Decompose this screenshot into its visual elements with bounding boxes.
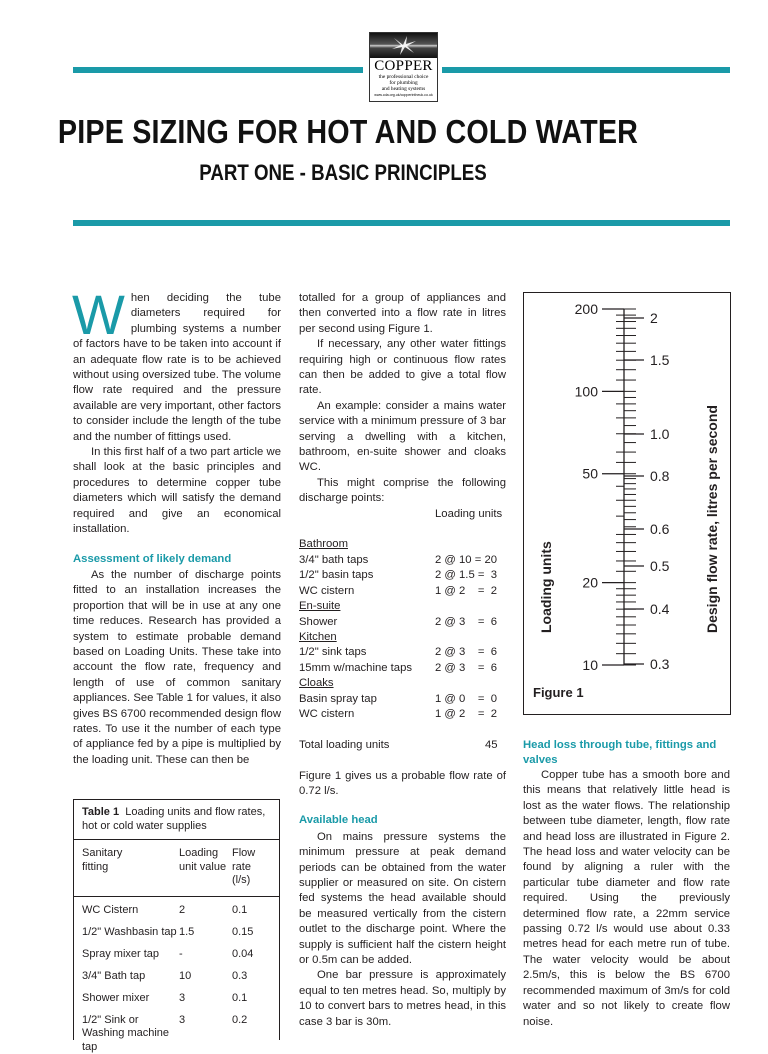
column-1 [73,291,281,768]
right-axis-label: Design flow rate, litres per second [704,405,720,633]
logo-band [370,33,437,58]
discharge-row: WC cistern 1 @ 2 = 2 [299,584,506,599]
discharge-row: Shower 2 @ 3 = 6 [299,615,506,630]
discharge-row: 1/2" basin taps 2 @ 1.5 = 3 [299,568,506,583]
nomogram-right-label: 1.0 [650,426,670,442]
logo-tagline-1: the professional choice [370,74,437,80]
discharge-row: Cloaks [299,676,506,691]
discharge-row: Bathroom [299,537,506,552]
discharge-row: WC cistern 1 @ 2 = 2 [299,707,506,722]
table-row: WC Cistern 2 0.1 [74,904,279,918]
table-caption: Table 1 Loading units and flow rates, hot or cold water supplies [74,800,279,840]
nomogram-left-label: 20 [582,575,598,591]
paragraph: On mains pressure systems the minimum pressure at peak demand periods can be obtained from the water supplier or measured on site. On cistern fed systems the head available should be measured vertically from the cistern outlet to the discharge point. Where the supply is sufficient half the cistern height or 0.5m can be added. [299,830,506,969]
logo-word: COPPER [370,59,437,74]
paragraph: One bar pressure is approximately equal to ten metres head. So, multiply by 10 to convert bars to metres head, in this case 3 bar is 30m. [299,968,506,1030]
paragraph: An example: consider a mains water service with a minimum pressure of 3 bar serving a dwelling with a kitchen, bathroom, en-suite shower and cloaks WC. [299,399,506,476]
page-subtitle: PART ONE - BASIC PRINCIPLES [0,160,686,186]
paragraph: In this first half of a two part article we shall look at the basic principles and procedures to determine copper tube diameters which will satisfy the demand required and give an economical installation. [73,445,281,537]
logo-spark-icon [370,33,437,58]
discharge-row: 3/4" bath taps 2 @ 10 = 20 [299,553,506,568]
nomogram-left-label: 100 [575,383,599,399]
paragraph: If necessary, any other water fittings requiring high or continuous flow rates can then be added to give a total flow rate. [299,337,506,399]
figure-1 [523,292,731,715]
logo-tagline-2: for plumbing [370,80,437,86]
discharge-row: Kitchen [299,630,506,645]
nomogram-right-label: 1.5 [650,352,670,368]
nomogram-left-label: 10 [582,657,598,673]
left-axis-label: Loading units [538,541,554,633]
table-row: Spray mixer tap - 0.04 [74,948,279,962]
discharge-points-list [299,507,506,753]
nomogram-right-label: 0.5 [650,558,670,574]
paragraph: totalled for a group of appliances and then converted into a flow rate in litres per second using Figure 1. [299,291,506,337]
nomogram-left-label: 200 [575,301,599,317]
table-1 [73,799,280,1040]
nomogram-right-label: 0.6 [650,521,670,537]
header-rule-right [442,67,730,73]
logo-tagline-3: and heating systems [370,86,437,92]
paragraph: Figure 1 gives us a probable flow rate of 0.72 l/s. [299,769,506,800]
header-rule-left [73,67,363,73]
table-row: 1/2" Sink or Washing machine tap 3 0.2 [74,1014,279,1054]
discharge-row: 1/2" sink taps 2 @ 3 = 6 [299,645,506,660]
section-heading-head: Available head [299,813,506,828]
paragraph: As the number of discharge points fitted to an installation increases the proportion that will be in use at any one time reduces. Research has provided a system to estimate probable demand based on Loading Units. These take into account the flow rate, frequency and length of use of common sanitary appliances. See Table 1 for values, it also gives BS 6700 recommended design flow rates. To use it the number of each type of appliance fed by a pipe is multiplied by the loading unit. These can then be [73,568,281,768]
discharge-row: Basin spray tap 1 @ 0 = 0 [299,692,506,707]
intro-paragraph: When deciding the tube diameters required for plumbing systems a number of factors have to be taken into account if an adequate flow rate is to be achieved without using oversized tube. The volume flow rate required and the pressure available are very important, other factors to consider include the length of the tube and the number of fittings used. [73,291,281,445]
table-header-row: Sanitary fitting Loading unit value Flow rate (l/s) [74,840,279,897]
nomogram-right-label: 0.4 [650,601,670,617]
table-row: 1/2" Washbasin tap 1.5 0.15 [74,926,279,940]
loading-units-header: Loading units [435,507,506,522]
page-title: PIPE SIZING FOR HOT AND COLD WATER [0,113,696,151]
discharge-row: En-suite [299,599,506,614]
nomogram [524,293,730,714]
section-heading-demand: Assessment of likely demand [73,552,281,567]
paragraph: Copper tube has a smooth bore and this means that relatively little head is lost as the water flows. The relationship between tube diameter, length, flow rate and head loss are illustrated in Figure 2. The head loss and water velocity can be found by aligning a ruler with the particular tube diameter and flow rate required. Using the previously determined flow rate, a 22mm service passing 0.72 l/s would use about 0.33 metres head for each metre run of tube. The water velocity would be about 2.5m/s, this is below the BS 6700 recommended maximum of 3m/s for cold water and so not likely to create flow noise. [523,768,730,1030]
table-row: 3/4" Bath tap 10 0.3 [74,970,279,984]
figure-caption: Figure 1 [533,685,584,700]
logo-url: www.cda.org.uk/copperintheuk.co.uk [370,93,437,97]
nomogram-right-label: 2 [650,310,658,326]
drop-cap: W [72,293,125,337]
nomogram-right-label: 0.8 [650,468,670,484]
column-2 [299,291,506,1030]
column-3 [523,738,730,1030]
section-heading-headloss: Head loss through tube, fittings and valves [523,738,730,767]
discharge-row: 15mm w/machine taps 2 @ 3 = 6 [299,661,506,676]
paragraph: This might comprise the following discharge points: [299,476,506,507]
copper-logo [369,32,438,102]
nomogram-right-label: 0.3 [650,656,670,672]
table-row: Shower mixer 3 0.1 [74,992,279,1006]
nomogram-left-label: 50 [582,466,598,482]
title-rule [73,220,730,226]
total-row: Total loading units 45 [299,738,506,753]
